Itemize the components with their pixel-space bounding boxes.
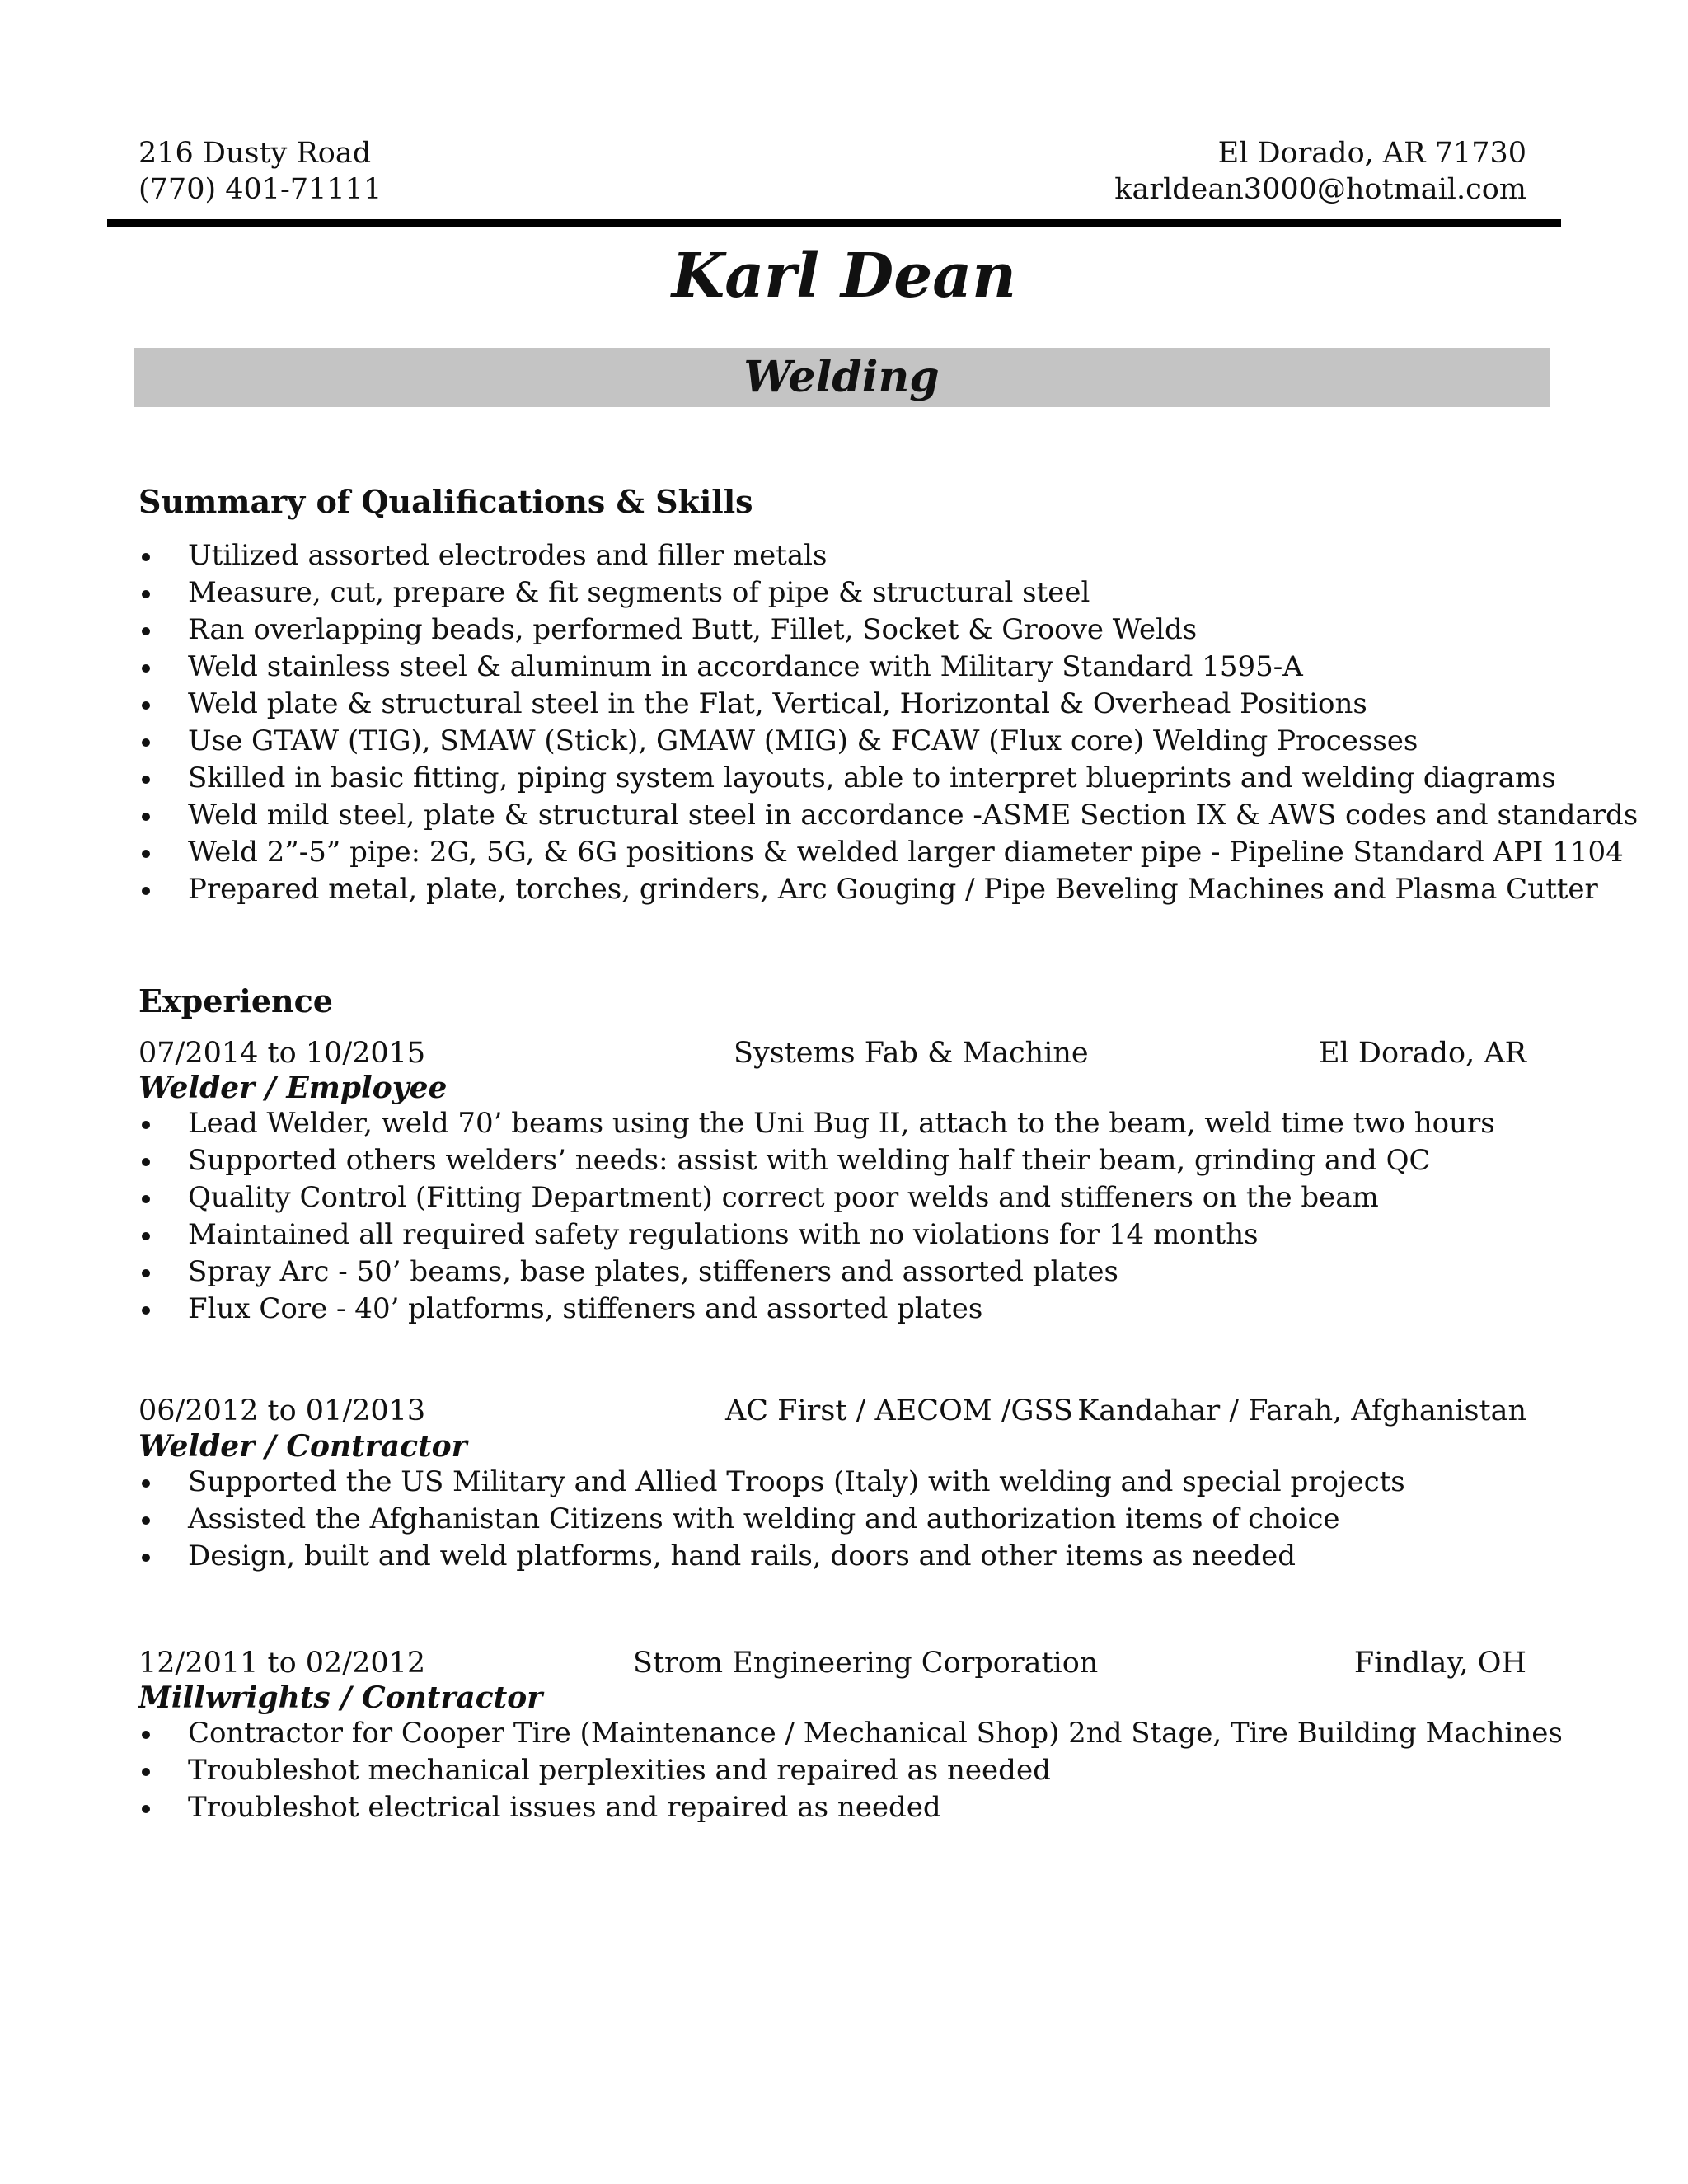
job-bullet: Quality Control (Fitting Department) correct poor welds and stiffeners on the beam [138, 1179, 1573, 1216]
phone: (770) 401-71111 [138, 173, 382, 206]
summary-list [138, 537, 1639, 908]
job-title: Millwrights / Contractor [138, 1680, 543, 1715]
bullet-icon [142, 1306, 150, 1315]
summary-item: Use GTAW (TIG), SMAW (Stick), GMAW (MIG) & FCAW (Flux core) Welding Processes [138, 723, 1573, 760]
job-dates: 06/2012 to 01/2013 [138, 1394, 426, 1427]
summary-item: Prepared metal, plate, torches, grinders, Arc Gouging / Pipe Beveling Machines and Plasma Cutter [138, 871, 1573, 908]
bullet-icon [142, 887, 150, 895]
bullet-icon [142, 1158, 150, 1166]
bullet-icon [142, 850, 150, 858]
email[interactable]: karldean3000@hotmail.com [1114, 173, 1526, 206]
bullet-icon [142, 1768, 150, 1776]
job-bullet: Lead Welder, weld 70’ beams using the Uni Bug II, attach to the beam, weld time two hours [138, 1105, 1573, 1142]
summary-item: Skilled in basic fitting, piping system layouts, able to interpret blueprints and welding diagrams [138, 760, 1573, 797]
job-header [138, 1393, 1526, 1429]
job-header [138, 1645, 1526, 1681]
bullet-icon [142, 1195, 150, 1203]
job-title: Welder / Contractor [138, 1429, 467, 1464]
bullet-icon [142, 738, 150, 747]
job-company: Strom Engineering Corporation [633, 1647, 1099, 1680]
bullet-icon [142, 776, 150, 784]
address: 216 Dusty Road [138, 137, 372, 170]
bullet-icon [142, 1805, 150, 1813]
contact-left [138, 135, 382, 208]
summary-item: Ran overlapping beads, performed Butt, Fillet, Socket & Groove Welds [138, 612, 1573, 649]
candidate-name: Karl Dean [671, 241, 1017, 312]
summary-heading: Summary of Qualifications & Skills [138, 483, 753, 520]
job-dates: 12/2011 to 02/2012 [138, 1647, 426, 1680]
job-header [138, 1035, 1526, 1071]
job-bullet: Assisted the Afghanistan Citizens with welding and authorization items of choice [138, 1501, 1573, 1538]
bullet-icon [142, 664, 150, 673]
bullet-icon [142, 1731, 150, 1739]
contact-right [1114, 135, 1526, 208]
bullet-icon [142, 701, 150, 710]
bullet-icon [142, 627, 150, 635]
job-title: Welder / Employee [138, 1071, 448, 1105]
job-bullet: Maintained all required safety regulations with no violations for 14 months [138, 1216, 1573, 1254]
bullet-icon [142, 1232, 150, 1240]
job-bullets [138, 1464, 1573, 1575]
job-bullet: Design, built and weld platforms, hand rails, doors and other items as needed [138, 1538, 1573, 1575]
title-banner [134, 348, 1550, 407]
bullet-icon [142, 553, 150, 561]
job-location: Kandahar / Farah, Afghanistan [1077, 1394, 1526, 1427]
summary-item: Measure, cut, prepare & fit segments of pipe & structural steel [138, 574, 1573, 612]
job-bullet: Spray Arc - 50’ beams, base plates, stiffeners and assorted plates [138, 1254, 1573, 1291]
job-company: AC First / AECOM /GSS [725, 1394, 1073, 1427]
bullet-icon [142, 813, 150, 821]
job-bullet: Flux Core - 40’ platforms, stiffeners and assorted plates [138, 1291, 1573, 1328]
summary-item: Weld 2”-5” pipe: 2G, 5G, & 6G positions & welded larger diameter pipe - Pipeline Standard API 1104 [138, 834, 1573, 871]
summary-item: Weld mild steel, plate & structural steel in accordance -ASME Section IX & AWS codes and standards [138, 797, 1573, 834]
job-bullet: Supported others welders’ needs: assist with welding half their beam, grinding and QC [138, 1142, 1573, 1179]
job-dates: 07/2014 to 10/2015 [138, 1037, 426, 1070]
header-rule [107, 219, 1561, 227]
summary-item: Weld plate & structural steel in the Flat, Vertical, Horizontal & Overhead Positions [138, 686, 1573, 723]
bullet-icon [142, 1121, 150, 1129]
bullet-icon [142, 1269, 150, 1277]
bullet-icon [142, 1479, 150, 1488]
job-company: Systems Fab & Machine [734, 1037, 1089, 1070]
job-bullet: Contractor for Cooper Tire (Maintenance / Mechanical Shop) 2nd Stage, Tire Building Machines [138, 1715, 1573, 1752]
job-location: Findlay, OH [1353, 1647, 1526, 1680]
job-bullet: Troubleshot electrical issues and repaired as needed [138, 1789, 1573, 1826]
job-bullets [138, 1105, 1573, 1328]
job-bullet: Troubleshot mechanical perplexities and repaired as needed [138, 1752, 1573, 1789]
banner-title: Welding [743, 352, 940, 402]
job-bullet: Supported the US Military and Allied Troops (Italy) with welding and special projects [138, 1464, 1573, 1501]
bullet-icon [142, 590, 150, 598]
city: El Dorado, AR 71730 [1217, 137, 1526, 170]
summary-item: Weld stainless steel & aluminum in accordance with Military Standard 1595-A [138, 649, 1573, 686]
job-location: El Dorado, AR [1319, 1037, 1526, 1070]
bullet-icon [142, 1516, 150, 1525]
experience-heading: Experience [138, 982, 333, 1019]
summary-item: Utilized assorted electrodes and filler metals [138, 537, 1573, 574]
bullet-icon [142, 1554, 150, 1562]
job-bullets [138, 1715, 1573, 1826]
